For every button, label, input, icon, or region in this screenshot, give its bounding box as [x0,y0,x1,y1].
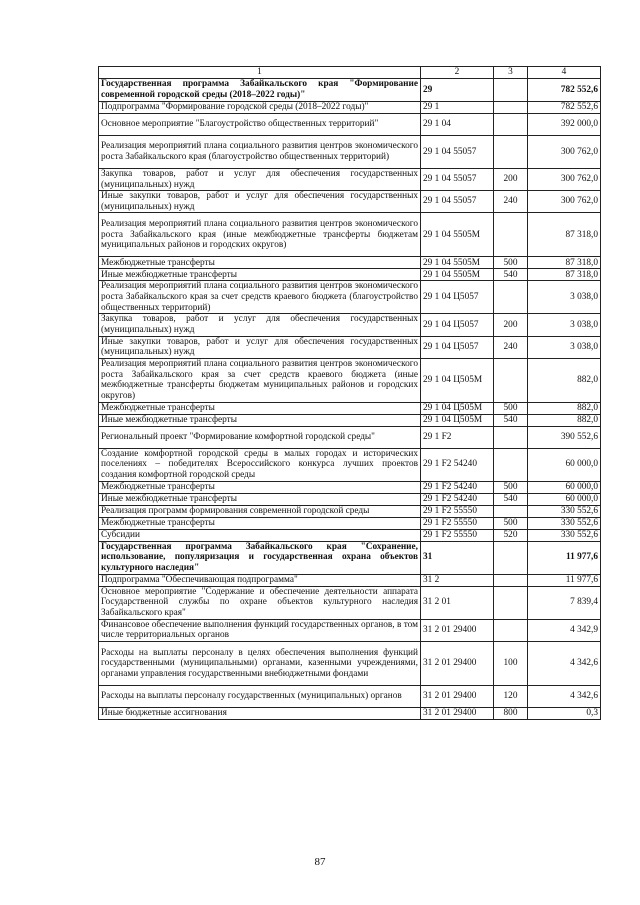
row-expense-type-cell [494,619,528,641]
row-name-cell: Межбюджетные трансферты [99,517,421,529]
budget-table [98,66,601,720]
row-code-cell: 31 2 01 29400 [421,707,494,719]
row-code-cell: 29 1 F2 54240 [421,481,494,493]
document-sheet [98,66,600,720]
row-expense-type-cell [494,426,528,448]
row-name-cell: Субсидии [99,529,421,541]
row-amount-cell: 11 977,6 [528,574,601,586]
row-expense-type-cell [494,586,528,619]
row-name-cell: Иные межбюджетные трансферты [99,414,421,426]
row-expense-type-cell: 200 [494,314,528,336]
row-expense-type-cell: 540 [494,493,528,505]
table-row [99,707,601,719]
row-name-cell: Иные межбюджетные трансферты [99,269,421,281]
row-name-cell: Межбюджетные трансферты [99,402,421,414]
row-code-cell: 29 1 04 Ц505М [421,414,494,426]
table-row [99,102,601,114]
row-expense-type-cell: 500 [494,257,528,269]
table-row [99,213,601,257]
row-amount-cell: 300 762,0 [528,136,601,169]
row-code-cell: 29 1 F2 55550 [421,505,494,517]
row-name-cell: Региональный проект "Формирование комфортной городской среды" [99,426,421,448]
row-name-cell: Реализация мероприятий плана социального развития центров экономического роста Забайкальского края (иные межбюджетные трансферты бюджетам муниципальных районов и городских округов) [99,213,421,257]
row-expense-type-cell [494,136,528,169]
table-row [99,685,601,707]
row-code-cell: 29 1 F2 54240 [421,448,494,481]
table-row [99,529,601,541]
row-code-cell: 31 2 [421,574,494,586]
table-row [99,641,601,685]
row-expense-type-cell: 200 [494,169,528,191]
row-amount-cell: 3 038,0 [528,336,601,358]
table-row [99,402,601,414]
header-col-4: 4 [528,67,601,79]
row-name-cell: Реализация мероприятий плана социального развития центров экономического роста Забайкальского края за счет средств краевого бюджета (иные межбюджетные трансферты бюджетам муниципальных районов и городских округов) [99,358,421,402]
row-expense-type-cell: 120 [494,685,528,707]
row-code-cell: 29 1 04 55057 [421,136,494,169]
table-row [99,114,601,136]
row-expense-type-cell: 500 [494,517,528,529]
row-name-cell: Реализация мероприятий плана социального развития центров экономического роста Забайкальского края (благоустройство общественных территорий) [99,136,421,169]
row-name-cell: Закупка товаров, работ и услуг для обеспечения государственных (муниципальных) нужд [99,314,421,336]
row-amount-cell: 87 318,0 [528,257,601,269]
row-code-cell: 29 1 04 Ц5057 [421,281,494,314]
row-amount-cell: 882,0 [528,358,601,402]
row-name-cell: Создание комфортной городской среды в малых городах и исторических поселениях – победителях Всероссийского конкурса лучших проектов создания комфортной городской среды [99,448,421,481]
row-name-cell: Государственная программа Забайкальского края "Сохранение, использование, популяризация и государственная охрана объектов культурного наследия" [99,541,421,574]
header-col-3: 3 [494,67,528,79]
row-code-cell: 29 1 04 Ц505М [421,402,494,414]
row-name-cell: Иные бюджетные ассигнования [99,707,421,719]
row-code-cell: 29 1 F2 55550 [421,517,494,529]
table-row [99,586,601,619]
row-expense-type-cell: 500 [494,402,528,414]
row-amount-cell: 11 977,6 [528,541,601,574]
row-name-cell: Реализация программ формирования современной городской среды [99,505,421,517]
row-expense-type-cell: 520 [494,529,528,541]
row-amount-cell: 882,0 [528,402,601,414]
table-row [99,414,601,426]
header-col-2: 2 [421,67,494,79]
row-code-cell: 29 1 04 Ц5057 [421,336,494,358]
row-name-cell: Расходы на выплаты персоналу государственных (муниципальных) органов [99,685,421,707]
table-row [99,79,601,102]
row-code-cell: 31 2 01 29400 [421,641,494,685]
table-row [99,505,601,517]
row-name-cell: Основное мероприятие "Благоустройство общественных территорий" [99,114,421,136]
row-name-cell: Финансовое обеспечение выполнения функций государственных органов, в том числе территориальных органов [99,619,421,641]
table-row [99,541,601,574]
row-amount-cell: 300 762,0 [528,169,601,191]
row-expense-type-cell [494,574,528,586]
table-row [99,493,601,505]
row-code-cell: 29 1 04 55057 [421,191,494,213]
table-row [99,574,601,586]
row-name-cell: Государственная программа Забайкальского края "Формирование современной городской среды (2018–2022 годы)" [99,79,421,102]
row-amount-cell: 330 552,6 [528,529,601,541]
row-code-cell: 29 1 F2 [421,426,494,448]
row-code-cell: 29 1 04 Ц505М [421,358,494,402]
table-row [99,136,601,169]
row-code-cell: 29 1 04 [421,114,494,136]
row-amount-cell: 3 038,0 [528,281,601,314]
row-amount-cell: 782 552,6 [528,79,601,102]
row-amount-cell: 882,0 [528,414,601,426]
row-name-cell: Иные закупки товаров, работ и услуг для обеспечения государственных (муниципальных) нужд [99,191,421,213]
row-amount-cell: 3 038,0 [528,314,601,336]
row-amount-cell: 87 318,0 [528,269,601,281]
table-row [99,517,601,529]
row-code-cell: 29 1 04 5505М [421,269,494,281]
table-header-row [99,67,601,79]
table-row [99,426,601,448]
page-number: 87 [314,856,326,868]
table-row [99,269,601,281]
row-amount-cell: 300 762,0 [528,191,601,213]
table-row [99,191,601,213]
table-row [99,481,601,493]
table-row [99,257,601,269]
row-expense-type-cell [494,358,528,402]
row-name-cell: Подпрограмма "Обеспечивающая подпрограмма" [99,574,421,586]
row-code-cell: 31 2 01 29400 [421,685,494,707]
row-amount-cell: 0,3 [528,707,601,719]
row-name-cell: Иные межбюджетные трансферты [99,493,421,505]
table-row [99,358,601,402]
row-name-cell: Закупка товаров, работ и услуг для обеспечения государственных (муниципальных) нужд [99,169,421,191]
row-expense-type-cell [494,448,528,481]
row-name-cell: Реализация мероприятий плана социального развития центров экономического роста Забайкальского края за счет средств краевого бюджета (благоустройство общественных территорий) [99,281,421,314]
row-amount-cell: 60 000,0 [528,493,601,505]
row-code-cell: 29 1 F2 55550 [421,529,494,541]
row-expense-type-cell: 240 [494,336,528,358]
row-amount-cell: 60 000,0 [528,481,601,493]
row-code-cell: 31 2 01 29400 [421,619,494,641]
row-amount-cell: 330 552,6 [528,505,601,517]
row-expense-type-cell: 240 [494,191,528,213]
row-expense-type-cell: 540 [494,414,528,426]
row-amount-cell: 60 000,0 [528,448,601,481]
row-code-cell: 29 1 F2 54240 [421,493,494,505]
row-amount-cell: 4 342,6 [528,641,601,685]
table-row [99,619,601,641]
row-expense-type-cell [494,102,528,114]
table-row [99,281,601,314]
table-row [99,448,601,481]
row-amount-cell: 390 552,6 [528,426,601,448]
row-code-cell: 29 1 04 Ц5057 [421,314,494,336]
row-code-cell: 29 1 04 5505М [421,213,494,257]
row-name-cell: Основное мероприятие "Содержание и обеспечение деятельности аппарата Государственной службы по охране объектов культурного наследия Забайкальского края" [99,586,421,619]
row-name-cell: Подпрограмма "Формирование городской среды (2018–2022 годы)" [99,102,421,114]
row-name-cell: Расходы на выплаты персоналу в целях обеспечения выполнения функций государственными (муниципальными) органами, казенными учреждениями, органами управления государственными внебюджетными фондами [99,641,421,685]
row-name-cell: Межбюджетные трансферты [99,257,421,269]
row-expense-type-cell: 500 [494,481,528,493]
row-amount-cell: 87 318,0 [528,213,601,257]
row-expense-type-cell [494,114,528,136]
row-code-cell: 29 1 04 5505М [421,257,494,269]
row-code-cell: 29 1 04 55057 [421,169,494,191]
row-amount-cell: 782 552,6 [528,102,601,114]
table-row [99,314,601,336]
row-expense-type-cell [494,541,528,574]
row-amount-cell: 330 552,6 [528,517,601,529]
header-col-1: 1 [99,67,421,79]
row-amount-cell: 392 000,0 [528,114,601,136]
table-row [99,336,601,358]
row-code-cell: 31 2 01 [421,586,494,619]
row-amount-cell: 7 839,4 [528,586,601,619]
table-body [99,79,601,720]
row-code-cell: 29 1 [421,102,494,114]
row-expense-type-cell [494,79,528,102]
row-code-cell: 29 [421,79,494,102]
row-amount-cell: 4 342,6 [528,685,601,707]
row-expense-type-cell: 540 [494,269,528,281]
row-name-cell: Межбюджетные трансферты [99,481,421,493]
row-name-cell: Иные закупки товаров, работ и услуг для обеспечения государственных (муниципальных) нужд [99,336,421,358]
row-expense-type-cell: 100 [494,641,528,685]
row-expense-type-cell [494,213,528,257]
row-amount-cell: 4 342,9 [528,619,601,641]
table-row [99,169,601,191]
row-expense-type-cell [494,281,528,314]
row-expense-type-cell [494,505,528,517]
row-code-cell: 31 [421,541,494,574]
row-expense-type-cell: 800 [494,707,528,719]
